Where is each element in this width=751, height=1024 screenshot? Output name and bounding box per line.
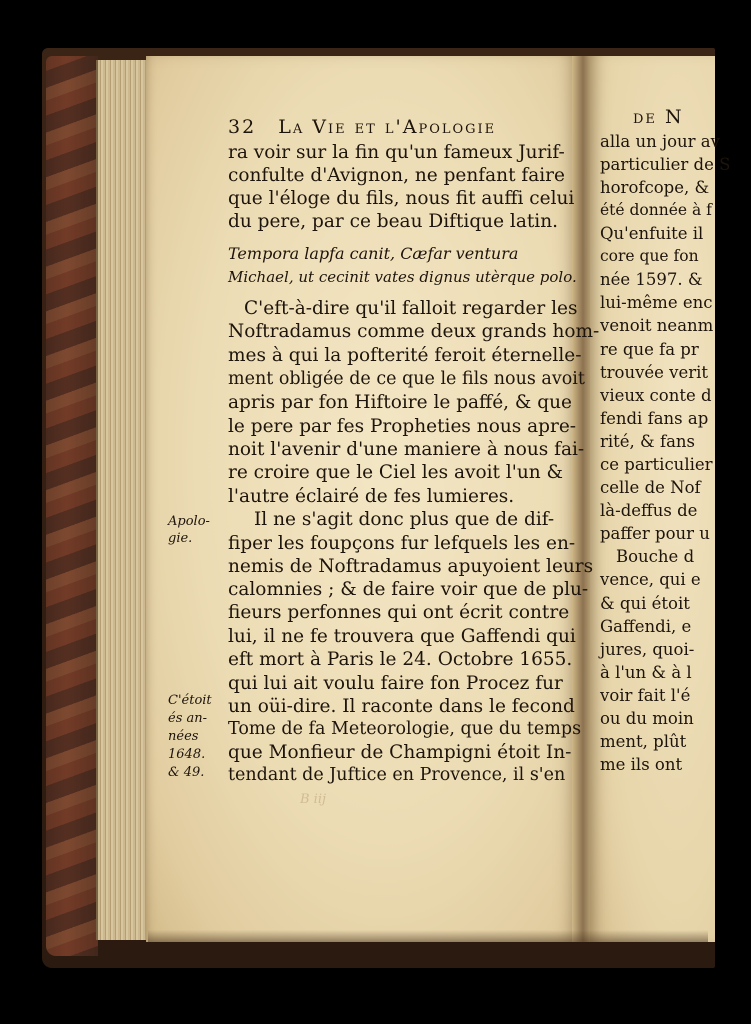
text-line: Bouche d — [616, 547, 695, 566]
margin-note-date: 1648. — [168, 747, 206, 762]
text-line: lui, il ne fe trouvera que Gaffendi qui — [228, 626, 576, 647]
text-line: Qu'enfuite il — [600, 224, 704, 243]
text-line: vence, qui e — [600, 570, 701, 589]
text-line: l'autre éclairé de fes lumieres. — [228, 486, 515, 507]
page-number: 32 — [228, 116, 257, 138]
margin-note-date: & 49. — [168, 765, 205, 780]
text-line: venoit neanm — [600, 316, 714, 335]
text-line: qui lui ait voulu faire fon Procez fur — [228, 673, 563, 694]
text-line: que l'éloge du fils, nous fit auffi celui — [228, 188, 575, 209]
text-line: tendant de Juftice en Provence, il s'en — [228, 765, 566, 785]
text-line: mes à qui la pofterité feroit éternelle- — [228, 345, 582, 366]
text-line: jures, quoi- — [600, 640, 695, 659]
text-line: Il ne s'agit donc plus que de dif- — [254, 509, 555, 530]
text-line: que Monfieur de Champigni étoit In- — [228, 742, 572, 763]
text-line: du pere, par ce beau Diftique latin. — [228, 211, 559, 232]
text-line: là-deffus de — [600, 501, 698, 520]
text-line: ment obligée de ce que le fils nous avoit — [228, 369, 585, 389]
text-line: & qui étoit — [600, 594, 690, 613]
text-line: re que fa pr — [600, 340, 699, 359]
text-line: trouvée verit — [600, 363, 709, 382]
margin-note-date: C'étoit — [168, 693, 212, 708]
text-line: noit l'avenir d'une maniere à nous fai- — [228, 439, 585, 460]
text-line: née 1597. & — [600, 270, 703, 289]
page-signature: B iij — [300, 792, 327, 807]
page-edges — [96, 60, 150, 940]
text-line: re croire que le Ciel les avoit l'un & — [228, 462, 564, 483]
text-line: particulier de S — [600, 155, 731, 174]
text-line: me ils ont — [600, 755, 683, 774]
marbled-cover-edge — [46, 56, 98, 956]
text-line: vieux conte d — [600, 386, 712, 405]
text-line: été donnée à f — [600, 201, 712, 219]
text-line: fiper les foupçons fur lefquels les en- — [228, 533, 576, 554]
text-line: calomnies ; & de faire voir que de plu- — [228, 579, 589, 600]
latin-distich-line: Tempora lapfa canit, Cæfar ventura — [228, 244, 519, 263]
text-line: alla un jour av — [600, 132, 720, 151]
running-head-right: de N — [633, 106, 684, 128]
text-line: eft mort à Paris le 24. Octobre 1655. — [228, 649, 573, 670]
text-line: ou du moin — [600, 709, 694, 728]
margin-note-date: és an- — [168, 711, 208, 726]
text-line: confulte d'Avignon, ne penfant faire — [228, 165, 565, 186]
text-line: fieurs perfonnes qui ont écrit contre — [228, 602, 570, 623]
margin-note-date: nées — [168, 729, 199, 744]
text-line: ment, plût — [600, 732, 687, 751]
text-line: core que fon — [600, 247, 699, 265]
text-line: voir fait l'é — [600, 686, 691, 705]
text-line: ce particulier — [600, 455, 713, 474]
text-line: paffer pour u — [600, 524, 710, 543]
latin-distich-line: Michael, ut cecinit vates dignus utèrque polo. — [228, 268, 577, 286]
text-line: ra voir sur la fin qu'un fameux Jurif- — [228, 142, 565, 163]
text-line: le pere par fes Propheties nous apre- — [228, 416, 577, 437]
text-line: Noftradamus comme deux grands hom- — [228, 321, 600, 342]
text-line: C'eft-à-dire qu'il falloit regarder les — [244, 298, 578, 319]
margin-note-apologie: gie. — [168, 531, 193, 546]
text-line: Tome de fa Meteorologie, que du temps — [228, 719, 582, 739]
margin-note-apologie: Apolo- — [168, 514, 210, 529]
text-line: un oüi-dire. Il raconte dans le fecond — [228, 696, 575, 717]
running-head-title: La Vie et l'Apologie — [278, 116, 497, 138]
text-line: Gaffendi, e — [600, 617, 692, 636]
text-line: apris par fon Hiftoire le paffé, & que — [228, 392, 572, 413]
text-line: lui-même enc — [600, 293, 713, 312]
right-page-text-clip — [590, 56, 731, 942]
running-head-left — [228, 116, 496, 138]
text-line: fendi fans ap — [600, 409, 709, 428]
text-line: nemis de Noftradamus apuyoient leurs — [228, 556, 594, 577]
text-line: à l'un & à l — [600, 663, 692, 682]
text-line: horofcope, & — [600, 178, 710, 197]
text-line: celle de Nof — [600, 478, 701, 497]
text-line: rité, & fans — [600, 432, 696, 451]
